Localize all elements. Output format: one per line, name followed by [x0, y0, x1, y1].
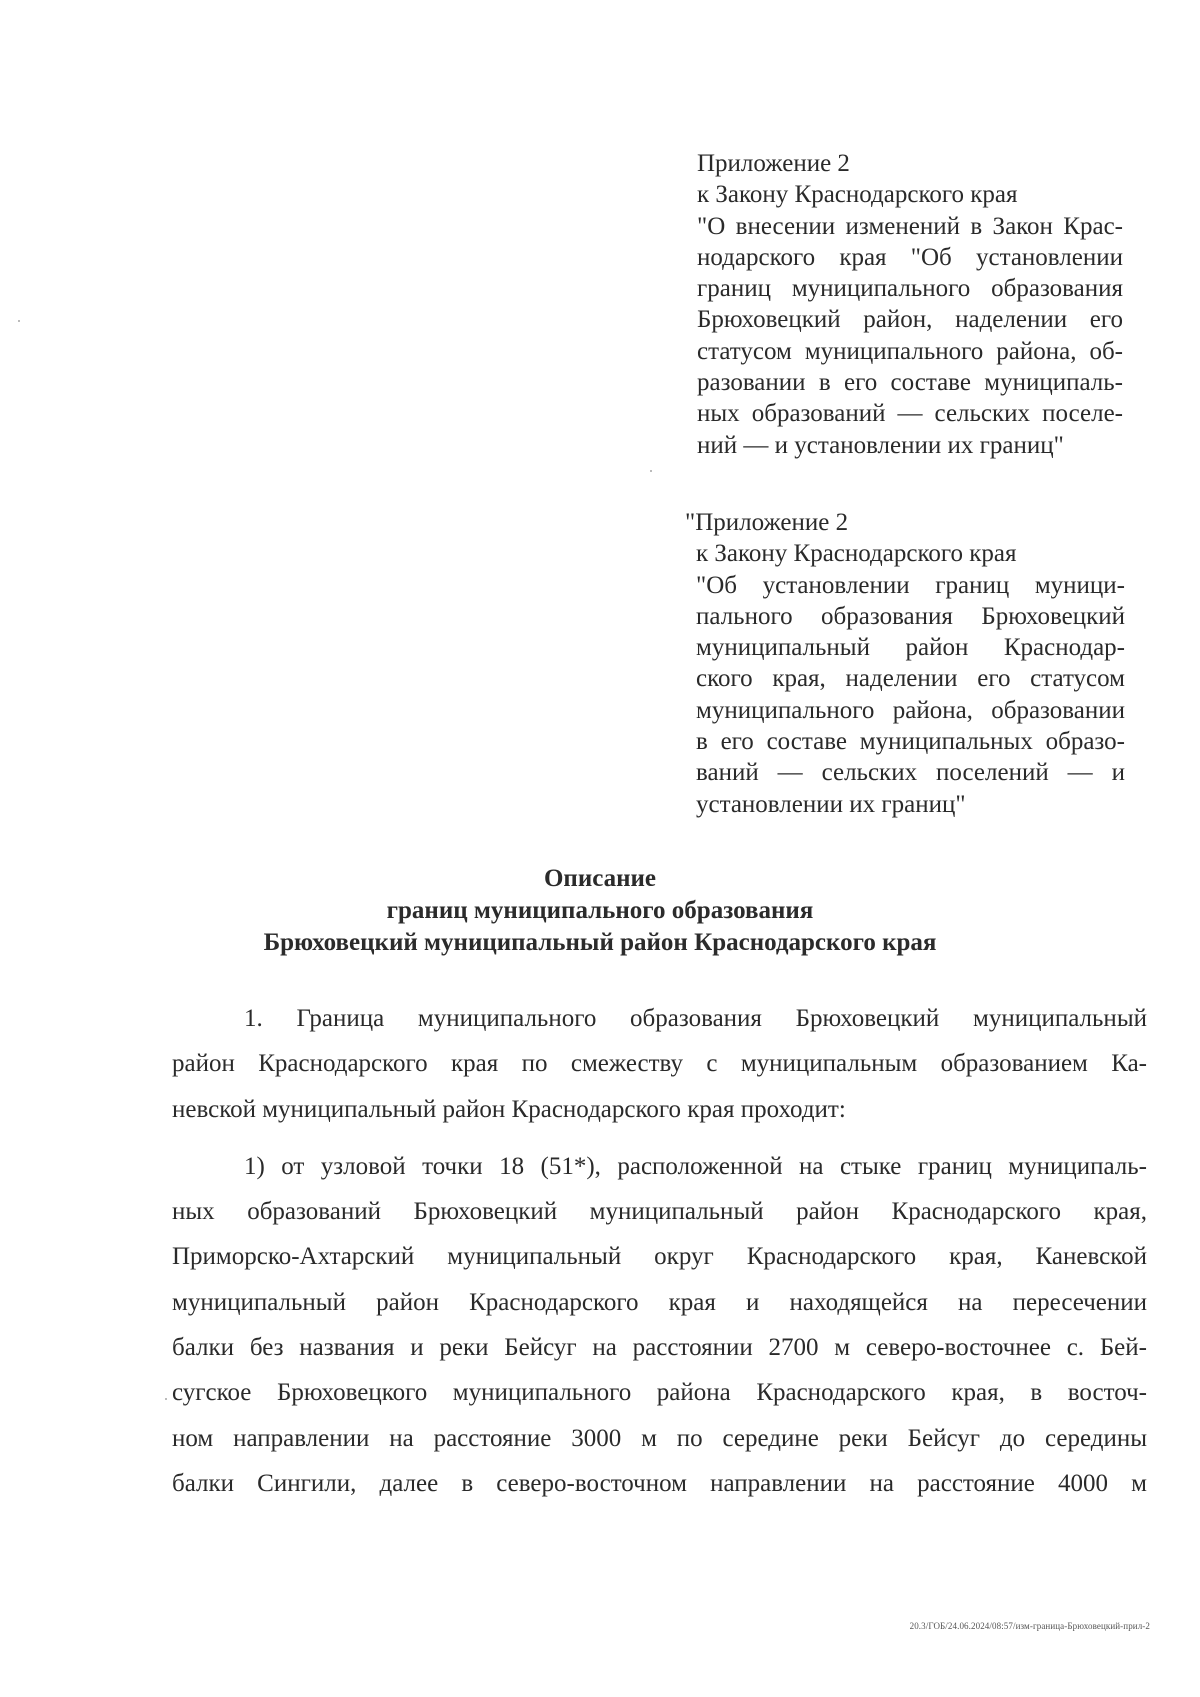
appendix-2-line: муниципального района, образовании [696, 696, 1125, 724]
appendix-2-line: "Об установлении границ муници- [696, 571, 1125, 599]
scan-speck [165, 1398, 167, 1400]
appendix-2-line: к Закону Краснодарского края [696, 540, 1017, 568]
appendix-1-line: разовании в его составе муниципаль- [697, 369, 1123, 397]
body-line: Приморско-Ахтарский муниципальный округ Краснодарского края, Каневской [172, 1243, 1147, 1271]
appendix-1-line: статусом муниципального района, об- [697, 337, 1123, 365]
appendix-2-line: "Приложение 2 [685, 509, 849, 536]
appendix-2-line: муниципальный район Краснодар- [696, 634, 1125, 662]
document-title [0, 863, 1200, 959]
body-line: балки без названия и реки Бейсуг на расстоянии 2700 м северо-восточнее с. Бей- [172, 1334, 1147, 1362]
appendix-1-line: границ муниципального образования [697, 275, 1123, 303]
body-line: невской муниципальный район Краснодарского края проходит: [172, 1095, 846, 1123]
body-line: ных образований Брюховецкий муниципальный район Краснодарского края, [172, 1198, 1147, 1226]
appendix-1-line: "О внесении изменений в Закон Крас- [697, 212, 1123, 240]
body-line: район Краснодарского края по смежеству с муниципальным образованием Ка- [172, 1050, 1147, 1078]
appendix-1-line: Приложение 2 [697, 150, 850, 177]
scan-speck [18, 320, 20, 322]
appendix-1-line: ний — и установлении их границ" [697, 431, 1064, 459]
appendix-1-line: к Закону Краснодарского края [697, 181, 1018, 209]
appendix-2-line: пального образования Брюховецкий [696, 602, 1125, 630]
body-line: балки Сингили, далее в северо-восточном направлении на расстояние 4000 м [172, 1469, 1147, 1497]
appendix-1-line: Брюховецкий район, наделении его [697, 306, 1123, 334]
document-footer-code: 20.3/ГОБ/24.06.2024/08:57/изм-граница-Брюховецкий-прил-2 [909, 1621, 1150, 1631]
body-line: ном направлении на расстояние 3000 м по середине реки Бейсуг до середины [172, 1424, 1147, 1452]
paragraph-2 [172, 1144, 1147, 1506]
title-line: Описание [543, 865, 657, 892]
body-line: муниципальный район Краснодарского края и находящейся на пересечении [172, 1288, 1147, 1316]
appendix-2-line: ваний — сельских поселений — и [696, 759, 1125, 787]
appendix-1-line: ных образований — сельских поселе- [697, 400, 1123, 428]
scan-speck [650, 470, 652, 472]
body-line: 1. Граница муниципального образования Брюховецкий муниципальный [244, 1005, 1147, 1032]
appendix-2-line: в его составе муниципальных образо- [696, 728, 1125, 756]
appendix-header-1 [697, 148, 1123, 461]
appendix-2-line: установлении их границ" [696, 790, 966, 818]
body-line: сугское Брюховецкого муниципального района Краснодарского края, в восточ- [172, 1379, 1147, 1407]
body-line: 1) от узловой точки 18 (51*), расположенной на стыке границ муниципаль- [244, 1152, 1147, 1180]
appendix-2-line: ского края, наделении его статусом [696, 665, 1125, 693]
document-body [172, 996, 1147, 1506]
title-line: границ муниципального образования [386, 897, 814, 924]
appendix-1-line: нодарского края "Об установлении [697, 243, 1123, 271]
paragraph-1 [172, 996, 1147, 1132]
title-line: Брюховецкий муниципальный район Краснодарского края [263, 929, 937, 956]
appendix-header-2 [685, 507, 1125, 820]
